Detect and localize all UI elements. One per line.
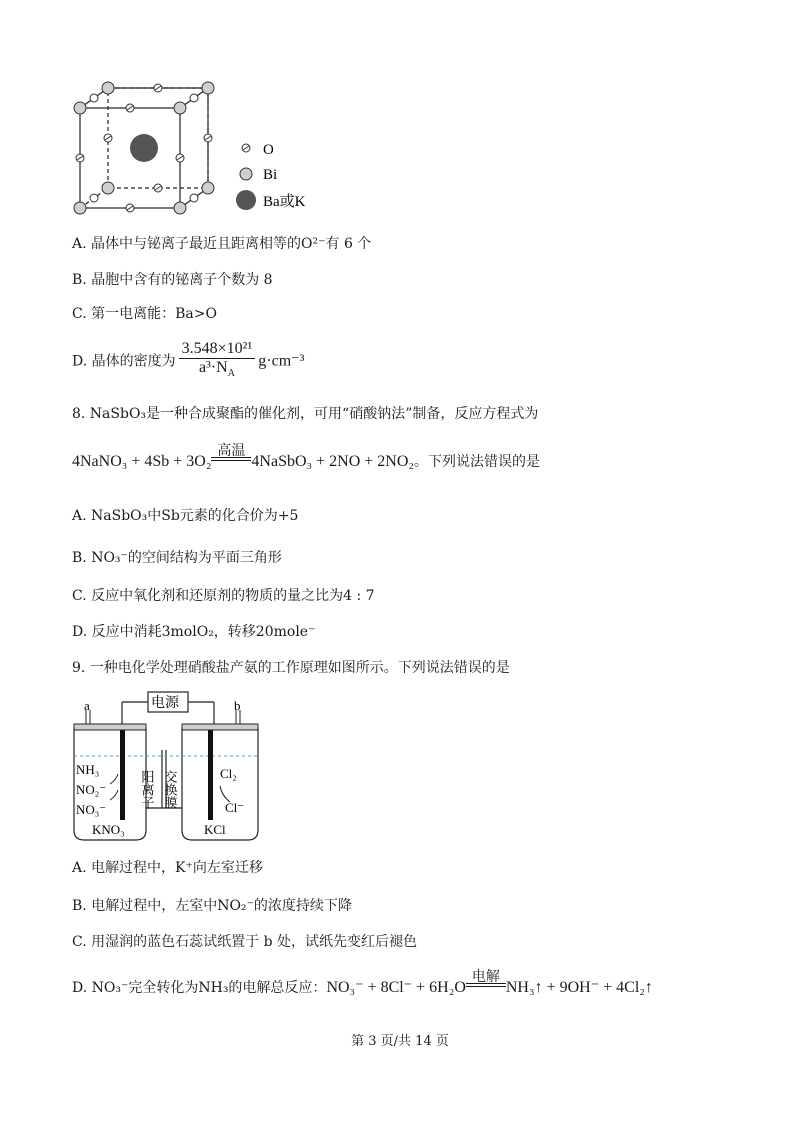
q8-option-a: A. NaSbO₃中Sb元素的化合价为+5 [72,508,299,524]
legend-o: O [263,142,274,158]
q7-d-pre: D. 晶体的密度为 [72,353,176,370]
q9-eq-right: NH₃↑ + 9OH⁻ + 4Cl₂↑ [505,979,653,996]
q7-option-d [72,340,304,383]
q9-eq-condition: 电解 [471,969,500,985]
q8-eq-left: 4NaNO₃ + 4Sb + 3O₂ [72,453,212,470]
q7-option-a: A. 晶体中与铋离子最近且距离相等的O²⁻有 6 个 [72,236,372,252]
q8-option-c: C. 反应中氧化剂和还原剂的物质的量之比为4 : 7 [72,588,375,604]
q9-d-pre: D. NO₃⁻完全转化为NH₃的电解总反应： [72,980,327,996]
legend-ba: Ba或K [263,194,306,210]
left-solution: KNO₃ [92,822,125,837]
terminal-a: a [84,698,90,713]
q9-option-b: B. 电解过程中，左室中NO₂⁻的浓度持续下降 [72,898,352,914]
membrane-label-left: 阳离子 [139,770,155,809]
q7-option-b: B. 晶胞中含有的铋离子个数为 8 [72,272,273,288]
q8-eq-condition: 高温 [217,443,246,459]
q8-stem: 8. NaSbO₃是一种合成聚酯的催化剂，可用“硝酸钠法”制备，反应方程式为 [72,406,539,422]
legend-bi: Bi [263,167,278,183]
q8-equation [72,443,540,472]
electrolysis-cell-figure [70,690,270,850]
q9-eq-sign [466,969,506,992]
crystal-cell-figure [60,78,330,223]
q8-eq-right: 4NaSbO₃ + 2NO + 2NO₂ [251,453,414,470]
left-species-2: NO₂⁻ [76,782,107,797]
q9-eq-left: NO₃⁻ + 8Cl⁻ + 6H₂O [326,979,466,996]
density-denominator: $a^3\cdot N_A$ [198,359,235,380]
right-top-species: Cl₂ [220,766,237,781]
left-species-1: NH₃ [76,762,100,777]
q8-option-d: D. 反应中消耗3molO₂，转移20mole⁻ [72,624,316,640]
q9-stem: 9. 一种电化学处理硝酸盐产氨的工作原理如图所示。下列说法错误的是 [72,660,510,676]
q9-option-d [72,969,653,998]
q8-eq-sign [211,443,251,466]
page-footer: 第 3 页/共 14 页 [351,1034,449,1049]
right-bottom-species: Cl⁻ [225,800,245,815]
left-species-3: NO₃⁻ [76,802,107,817]
right-solution: KCl [204,822,226,837]
q8-stem-tail: 。下列说法错误的是 [413,454,540,470]
power-label: 电源 [151,696,179,711]
terminal-b: b [234,698,241,713]
density-unit: g·cm⁻³ [258,352,305,370]
q8-option-b: B. NO₃⁻的空间结构为平面三角形 [72,550,282,566]
density-numerator: 3.548×10²¹ [179,340,256,359]
density-fraction [179,340,256,383]
q7-option-c: C. 第一电离能：Ba>O [72,306,217,322]
q9-option-a: A. 电解过程中，K⁺向左室迁移 [72,860,263,876]
q9-option-c: C. 用湿润的蓝色石蕊试纸置于 b 处，试纸先变红后褪色 [72,934,417,950]
membrane-label-right: 交换膜 [162,770,178,809]
